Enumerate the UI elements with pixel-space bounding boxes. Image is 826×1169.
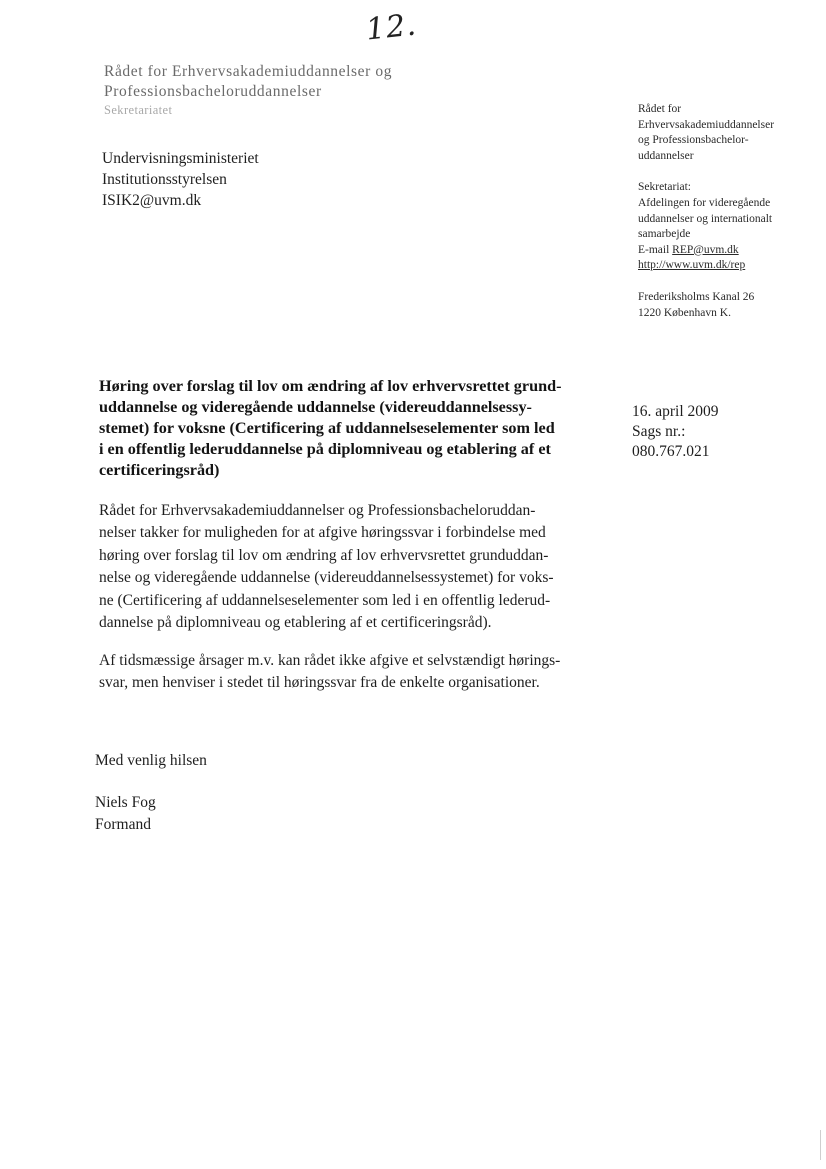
sidebar-secretariat-line: Sekretariat: — [638, 181, 692, 194]
sidebar-spacer — [638, 274, 818, 290]
subject-line: Høring over forslag til lov om ændring af lov erhvervsrettet grund- — [99, 377, 562, 395]
date-and-case-block — [632, 402, 719, 462]
subject-heading — [99, 376, 585, 481]
sidebar-org-line: Rådet for — [638, 103, 682, 115]
body-paragraph-1 — [99, 500, 575, 634]
paragraph-line: nelser takker for muligheden for at afgive høringssvar i forbindelse med — [99, 524, 546, 542]
case-label: Sags nr.: — [632, 423, 686, 440]
paragraph-line: nelse og videregående uddannelse (videreuddannelsessystemet) for voks- — [99, 569, 554, 587]
recipient-line-2: Institutionsstyrelsen — [102, 171, 227, 188]
sidebar-contact-info — [638, 102, 818, 321]
sidebar-org-line: Erhvervsakademiuddannelser — [638, 118, 775, 131]
sidebar-website-row — [638, 258, 818, 274]
handwritten-page-number: 12. — [364, 7, 419, 48]
sidebar-email-row — [638, 243, 818, 259]
subject-line: i en offentlig lederuddannelse på diplomniveau og etablering af et — [99, 440, 551, 458]
sidebar-spacer — [638, 164, 818, 180]
paragraph-line: dannelse på diplomniveau og etablering af et certificeringsråd). — [99, 614, 492, 632]
closing-greeting: Med venlig hilsen — [95, 752, 207, 769]
sender-line-3: Sekretariatet — [104, 103, 173, 117]
signer-name: Niels Fog — [95, 794, 156, 811]
letterhead-sender — [104, 62, 392, 118]
signer-title: Formand — [95, 816, 151, 833]
scan-edge-mark — [820, 1130, 821, 1160]
sidebar-address-line-2: 1220 København K. — [638, 306, 731, 319]
paragraph-line: Af tidsmæssige årsager m.v. kan rådet ikke afgive et selvstændigt hørings- — [99, 652, 561, 669]
paragraph-line: ne (Certificering af uddannelseselementer som led i en offentlig lederud- — [99, 591, 551, 609]
paragraph-line: høring over forslag til lov om ændring af lov erhvervsrettet grunduddan- — [99, 546, 549, 564]
sidebar-secretariat-line: uddannelser og internationalt — [638, 212, 773, 225]
subject-line: uddannelse og videregående uddannelse (videreuddannelsessy- — [99, 398, 532, 416]
sender-line-1: Rådet for Erhvervsakademiuddannelser og — [104, 63, 393, 80]
sender-line-2: Professionsbacheloruddannelser — [104, 83, 322, 100]
sidebar-website-link[interactable]: http://www.uvm.dk/rep — [638, 259, 746, 272]
sidebar-email-link[interactable]: REP@uvm.dk — [672, 243, 739, 256]
letter-date: 16. april 2009 — [632, 403, 719, 420]
sidebar-org-line: uddannelser — [638, 149, 694, 162]
sidebar-org-line: og Professionsbachelor- — [638, 134, 749, 147]
body-paragraph-2 — [99, 650, 575, 695]
sidebar-email-label: E-mail — [638, 243, 673, 256]
paragraph-line: svar, men henviser i stedet til høringssvar fra de enkelte organisationer. — [99, 674, 540, 692]
sidebar-secretariat-line: Afdelingen for videregående — [638, 196, 771, 209]
case-number: 080.767.021 — [632, 443, 710, 460]
sidebar-secretariat-line: samarbejde — [638, 228, 691, 241]
recipient-line-1: Undervisningsministeriet — [102, 150, 259, 167]
paragraph-line: Rådet for Erhvervsakademiuddannelser og Professionsbacheloruddan- — [99, 502, 536, 519]
sidebar-address-line-1: Frederiksholms Kanal 26 — [638, 290, 755, 303]
subject-line: stemet) for voksne (Certificering af uddannelseselementer som led — [99, 419, 555, 437]
signature-block — [95, 792, 156, 836]
recipient-address — [102, 148, 259, 211]
subject-line: certificeringsråd) — [99, 461, 220, 479]
recipient-email: ISIK2@uvm.dk — [102, 192, 202, 209]
